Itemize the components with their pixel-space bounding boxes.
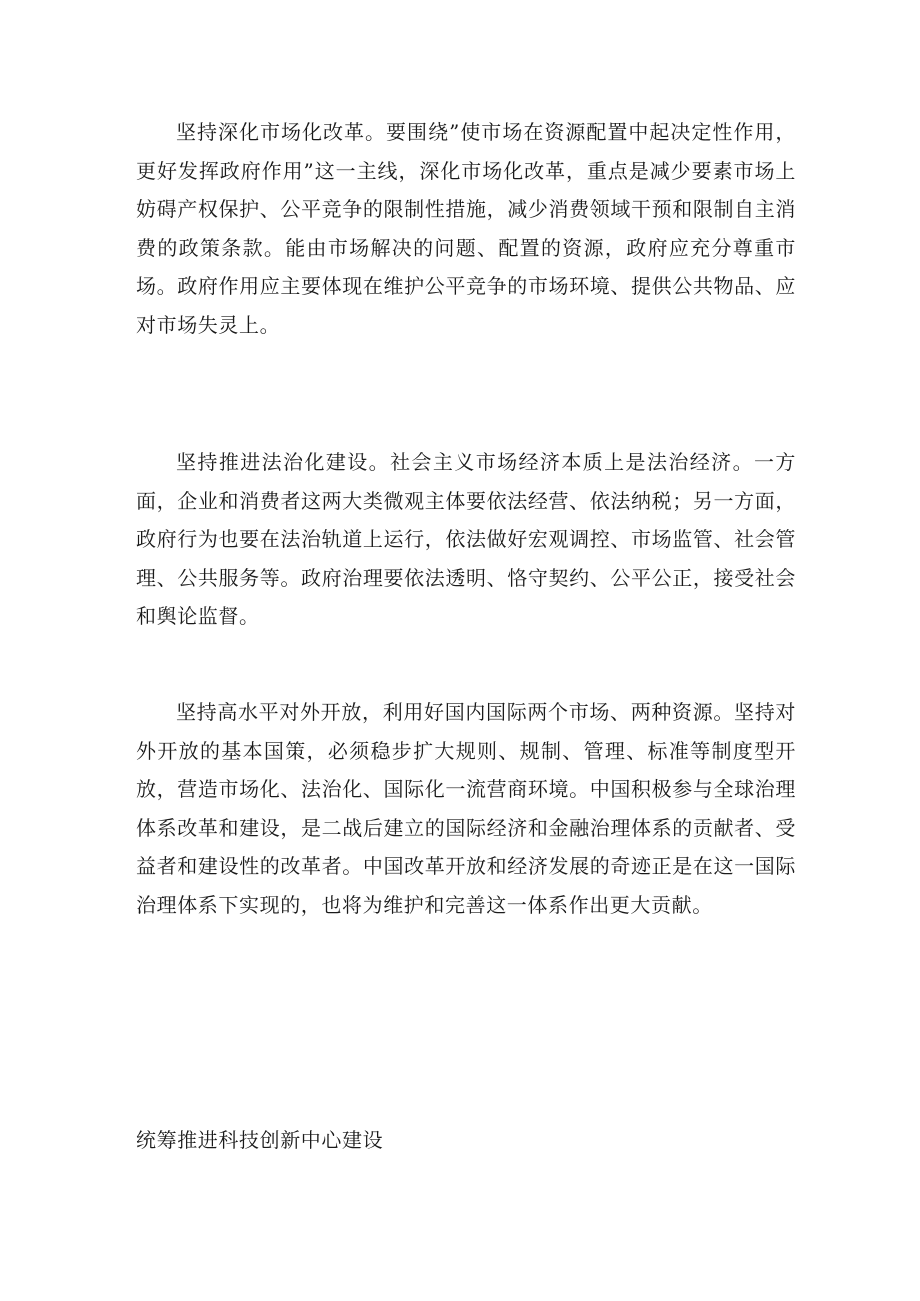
paragraph-rule-of-law: 坚持推进法治化建设。社会主义市场经济本质上是法治经济。一方面，企业和消费者这两大类微观主体要依法经营、依法纳税；另一方面，政府行为也要在法治轨道上运行，依法做好宏观调控、市场监管、社会管理、公共服务等。政府治理要依法透明、恪守契约、公平公正，接受社会和舆论监督。 <box>136 450 796 629</box>
paragraph-opening-up: 坚持高水平对外开放，利用好国内国际两个市场、两种资源。坚持对外开放的基本国策，必须稳步扩大规则、规制、管理、标准等制度型开放，营造市场化、法治化、国际化一流营商环境。中国积极参与全球治理体系改革和建设，是二战后建立的国际经济和金融治理体系的贡献者、受益者和建设性的改革者。中国改革开放和经济发展的奇迹正是在这一国际治理体系下实现的，也将为维护和完善这一体系作出更大贡献。 <box>136 700 796 917</box>
paragraph-market-reform: 坚持深化市场化改革。要围绕”使市场在资源配置中起决定性作用，更好发挥政府作用”这一主线，深化市场化改革，重点是减少要素市场上妨碍产权保护、公平竞争的限制性措施，减少消费领域干预和限制自主消费的政策条款。能由市场解决的问题、配置的资源，政府应充分尊重市场。政府作用应主要体现在维护公平竞争的市场环境、提供公共物品、应对市场失灵上。 <box>136 120 796 337</box>
section-heading: 统筹推进科技创新中心建设 <box>136 1128 384 1152</box>
